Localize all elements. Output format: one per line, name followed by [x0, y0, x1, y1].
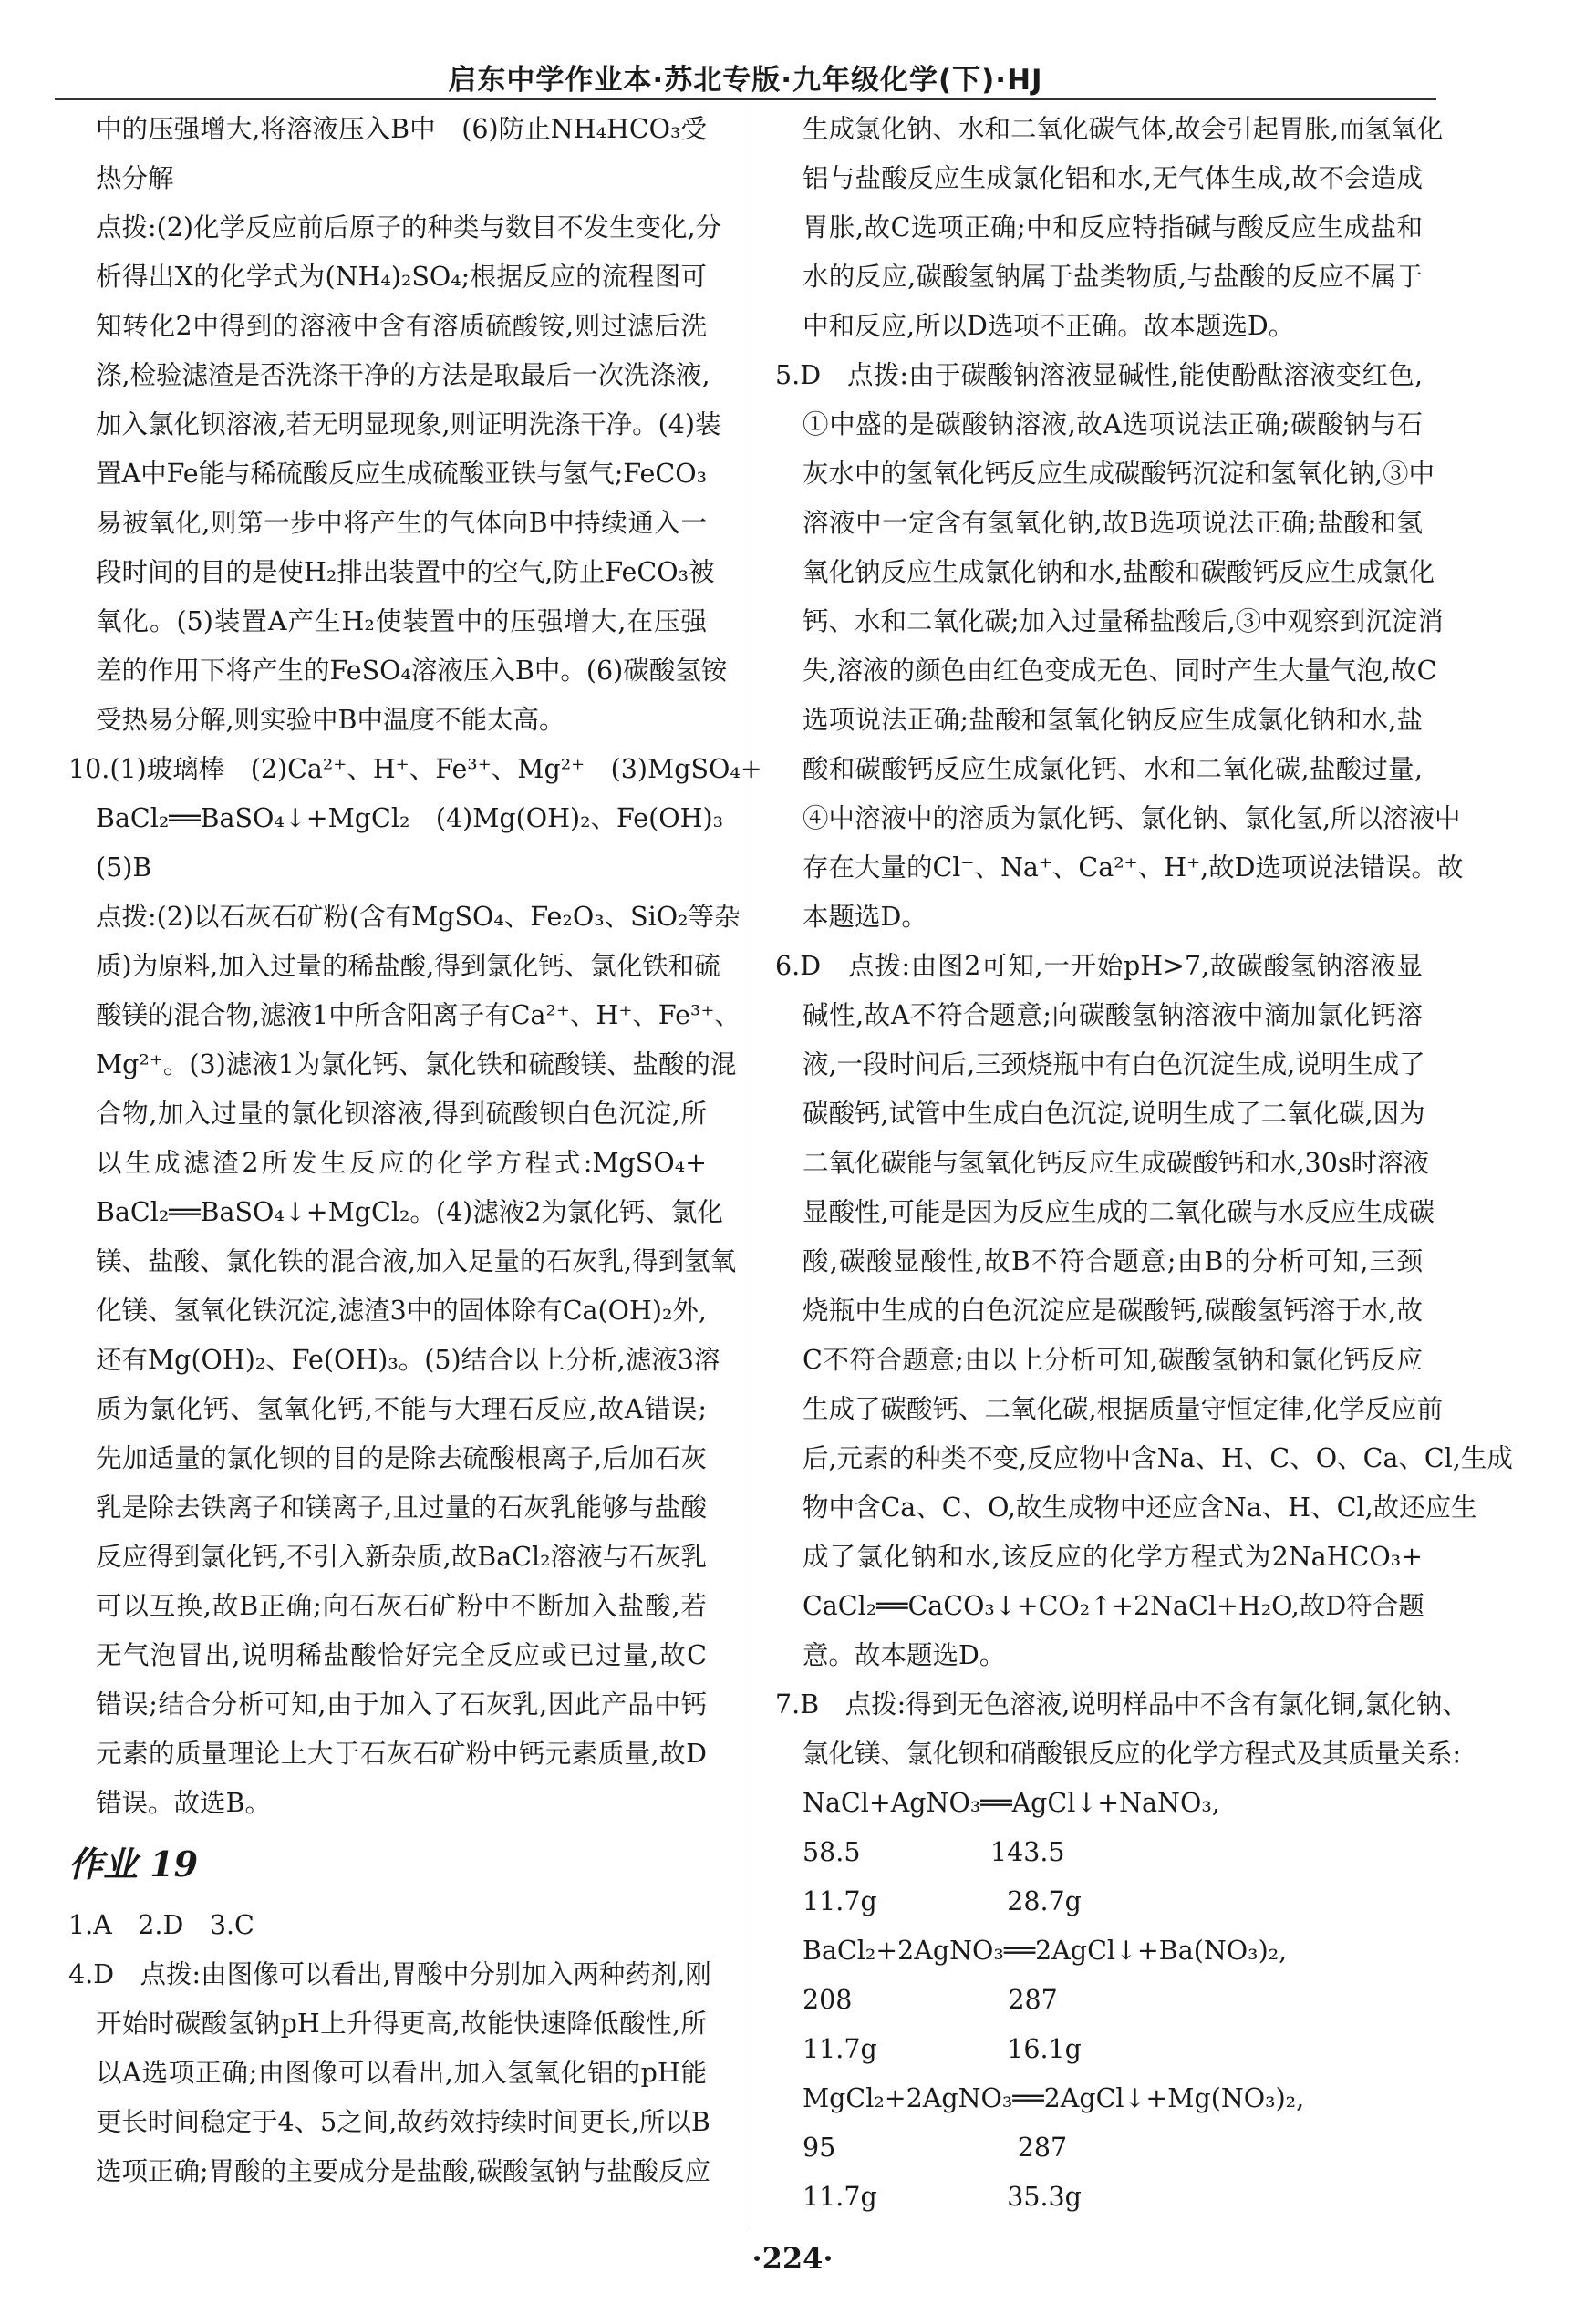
text-line: 10.(1)玻璃棒 (2)Ca²⁺、H⁺、Fe³⁺、Mg²⁺ (3)MgSO₄+ [68, 754, 762, 784]
text-line: 受热易分解,则实验中B中温度不能太高。 [96, 705, 565, 735]
text-line: 以生成滤渣2所发生反应的化学方程式:MgSO₄+ [96, 1148, 707, 1178]
text-line: 质)为原料,加入过量的稀盐酸,得到氯化钙、氯化铁和硫 [96, 951, 720, 981]
text-line: 开始时碳酸氢钠pH上升得更高,故能快速降低酸性,所 [96, 2009, 707, 2039]
text-line: 析得出X的化学式为(NH₄)₂SO₄;根据反应的流程图可 [96, 262, 707, 292]
text-line: 氧化钠反应生成氯化钠和水,盐酸和碳酸钙反应生成氯化 [803, 557, 1435, 587]
text-line: 先加适量的氯化钡的目的是除去硫酸根离子,后加石灰 [96, 1443, 707, 1473]
text-line: 1.A 2.D 3.C [68, 1910, 254, 1940]
text-line: 酸和碳酸钙反应生成氯化钙、水和二氧化碳,盐酸过量, [803, 754, 1423, 784]
text-line: 反应得到氯化钙,不引入新杂质,故BaCl₂溶液与石灰乳 [96, 1542, 707, 1572]
running-header: 启东中学作业本·苏北专版·九年级化学(下)·HJ [448, 64, 1043, 97]
left-column [68, 105, 762, 2196]
text-line: 烧瓶中生成的白色沉淀应是碳酸钙,碳酸氢钙溶于水,故 [803, 1296, 1423, 1326]
right-column [775, 105, 1513, 2222]
text-line: 无气泡冒出,说明稀盐酸恰好完全反应或已过量,故C [96, 1640, 707, 1670]
text-line: 钙、水和二氧化碳;加入过量稀盐酸后,③中观察到沉淀消 [803, 606, 1444, 636]
text-line: 错误。故选B。 [96, 1788, 271, 1818]
text-line: 208 287 [803, 1985, 1058, 2015]
text-line: 成了氯化钠和水,该反应的化学方程式为2NaHCO₃+ [803, 1542, 1423, 1572]
text-line: 易被氧化,则第一步中将产生的气体向B中持续通入一 [96, 508, 707, 538]
text-line: 错误;结合分析可知,由于加入了石灰乳,因此产品中钙 [96, 1689, 707, 1720]
text-line: 合物,加入过量的氯化钡溶液,得到硫酸钡白色沉淀,所 [96, 1099, 707, 1129]
page-number: ·224· [751, 2241, 834, 2276]
text-line: 58.5 143.5 [803, 1837, 1065, 1867]
text-line: 本题选D。 [803, 902, 927, 932]
text-line: BaCl₂══BaSO₄↓+MgCl₂。(4)滤液2为氯化钙、氯化 [96, 1197, 723, 1227]
text-line: 95 287 [803, 2133, 1068, 2163]
text-line: 氧化。(5)装置A产生H₂使装置中的压强增大,在压强 [96, 606, 707, 636]
text-line: 镁、盐酸、氯化铁的混合液,加入足量的石灰乳,得到氢氧 [96, 1246, 737, 1276]
text-line: 酸镁的混合物,滤液1中所含阳离子有Ca²⁺、H⁺、Fe³⁺、 [96, 1000, 741, 1030]
text-line: 4.D 点拨:由图像可以看出,胃酸中分别加入两种药剂,刚 [68, 1959, 711, 1989]
text-line: 酸,碳酸显酸性,故B不符合题意;由B的分析可知,三颈 [803, 1246, 1423, 1276]
text-line: 失,溶液的颜色由红色变成无色、同时产生大量气泡,故C [803, 656, 1437, 686]
text-line: 热分解 [96, 163, 174, 193]
text-line: 氯化镁、氯化钡和硝酸银反应的化学方程式及其质量关系: [803, 1739, 1462, 1769]
text-line: 碳酸钙,试管中生成白色沉淀,说明生成了二氧化碳,因为 [803, 1099, 1425, 1129]
text-line: 碱性,故A不符合题意;向碳酸氢钠溶液中滴加氯化钙溶 [803, 1000, 1423, 1030]
left-column-answers-18 [68, 105, 762, 1828]
text-line: 11.7g 16.1g [803, 2034, 1082, 2064]
text-line: 生成氯化钠、水和二氧化碳气体,故会引起胃胀,而氢氧化 [803, 114, 1444, 144]
text-line: 以A选项正确;由图像可以看出,加入氢氧化铝的pH能 [96, 2058, 707, 2088]
text-line: C不符合题意;由以上分析可知,碳酸氢钠和氯化钙反应 [803, 1345, 1423, 1375]
text-line: 生成了碳酸钙、二氧化碳,根据质量守恒定律,化学反应前 [803, 1394, 1444, 1424]
text-line: 二氧化碳能与氢氧化钙反应生成碳酸钙和水,30s时溶液 [803, 1148, 1429, 1178]
text-line: 乳是除去铁离子和镁离子,且过量的石灰乳能够与盐酸 [96, 1493, 707, 1523]
text-line: 还有Mg(OH)₂、Fe(OH)₃。(5)结合以上分析,滤液3溶 [96, 1345, 720, 1375]
text-line: 知转化2中得到的溶液中含有溶质硫酸铵,则过滤后洗 [96, 311, 707, 341]
text-line: MgCl₂+2AgNO₃══2AgCl↓+Mg(NO₃)₂, [803, 2083, 1305, 2113]
text-line: 显酸性,可能是因为反应生成的二氧化碳与水反应生成碳 [803, 1197, 1435, 1227]
text-line: 胃胀,故C选项正确;中和反应特指碱与酸反应生成盐和 [803, 212, 1423, 243]
text-line: 水的反应,碳酸氢钠属于盐类物质,与盐酸的反应不属于 [803, 262, 1423, 292]
text-line: CaCl₂══CaCO₃↓+CO₂↑+2NaCl+H₂O,故D符合题 [803, 1591, 1424, 1621]
text-line: 加入氯化钡溶液,若无明显现象,则证明洗涤干净。(4)装 [96, 409, 721, 439]
text-line: 灰水中的氢氧化钙反应生成碳酸钙沉淀和氢氧化钠,③中 [803, 459, 1435, 489]
text-line: 物中含Ca、C、O,故生成物中还应含Na、H、Cl,故还应生 [803, 1493, 1477, 1523]
text-line: 后,元素的种类不变,反应物中含Na、H、C、O、Ca、Cl,生成 [803, 1443, 1513, 1473]
section-title: 作业 19 [68, 1844, 199, 1885]
text-line: Mg²⁺。(3)滤液1为氯化钙、氯化铁和硫酸镁、盐酸的混 [96, 1049, 737, 1079]
text-line: 溶液中一定含有氢氧化钠,故B选项说法正确;盐酸和氢 [803, 508, 1423, 538]
text-line: 质为氯化钙、氢氧化钙,不能与大理石反应,故A错误; [96, 1394, 707, 1424]
text-line: 选项正确;胃酸的主要成分是盐酸,碳酸氢钠与盐酸反应 [96, 2156, 711, 2186]
text-line: 意。故本题选D。 [803, 1640, 1006, 1670]
text-line: 化镁、氢氧化铁沉淀,滤渣3中的固体除有Ca(OH)₂外, [96, 1296, 707, 1326]
text-line: 存在大量的Cl⁻、Na⁺、Ca²⁺、H⁺,故D选项说法错误。故 [803, 852, 1464, 883]
text-line: (5)B [96, 852, 152, 883]
text-line: 更长时间稳定于4、5之间,故药效持续时间更长,所以B [96, 2107, 710, 2137]
text-line: BaCl₂+2AgNO₃══2AgCl↓+Ba(NO₃)₂, [803, 1936, 1288, 1966]
text-line: BaCl₂══BaSO₄↓+MgCl₂ (4)Mg(OH)₂、Fe(OH)₃ [96, 803, 724, 833]
text-line: 点拨:(2)以石灰石矿粉(含有MgSO₄、Fe₂O₃、SiO₂等杂 [96, 902, 741, 932]
text-line: 液,一段时间后,三颈烧瓶中有白色沉淀生成,说明生成了 [803, 1049, 1425, 1079]
text-line: 点拨:(2)化学反应前后原子的种类与数目不发生变化,分 [96, 212, 722, 243]
text-line: 中和反应,所以D选项不正确。故本题选D。 [803, 311, 1295, 341]
text-line: 7.B 点拨:得到无色溶液,说明样品中不含有氯化铜,氯化钠、 [775, 1689, 1468, 1720]
text-line: 铝与盐酸反应生成氯化铝和水,无气体生成,故不会造成 [803, 163, 1423, 193]
text-line: 段时间的目的是使H₂排出装置中的空气,防止FeCO₃被 [96, 557, 715, 587]
text-line: 可以互换,故B正确;向石灰石矿粉中不断加入盐酸,若 [96, 1591, 707, 1621]
text-line: 11.7g 28.7g [803, 1886, 1082, 1916]
text-line: 置A中Fe能与稀硫酸反应生成硫酸亚铁与氢气;FeCO₃ [96, 459, 707, 489]
text-line: ①中盛的是碳酸钠溶液,故A选项说法正确;碳酸钠与石 [803, 409, 1423, 439]
left-column-answers-19 [68, 1901, 711, 2196]
text-line: 元素的质量理论上大于石灰石矿粉中钙元素质量,故D [96, 1739, 707, 1769]
text-line: ④中溶液中的溶质为氯化钙、氯化钠、氯化氢,所以溶液中 [803, 803, 1461, 833]
header-rule [55, 98, 1436, 100]
text-line: 差的作用下将产生的FeSO₄溶液压入B中。(6)碳酸氢铵 [96, 656, 728, 686]
text-line: 11.7g 35.3g [803, 2182, 1082, 2212]
text-line: 选项说法正确;盐酸和氢氧化钠反应生成氯化钠和水,盐 [803, 705, 1423, 735]
text-line: NaCl+AgNO₃══AgCl↓+NaNO₃, [803, 1788, 1220, 1818]
text-line: 涤,检验滤渣是否洗涤干净的方法是取最后一次洗涤液, [96, 360, 710, 390]
text-line: 6.D 点拨:由图2可知,一开始pH>7,故碳酸氢钠溶液显 [775, 951, 1423, 981]
text-line: 5.D 点拨:由于碳酸钠溶液显碱性,能使酚酞溶液变红色, [775, 360, 1423, 390]
text-line: 中的压强增大,将溶液压入B中 (6)防止NH₄HCO₃受 [96, 114, 707, 144]
